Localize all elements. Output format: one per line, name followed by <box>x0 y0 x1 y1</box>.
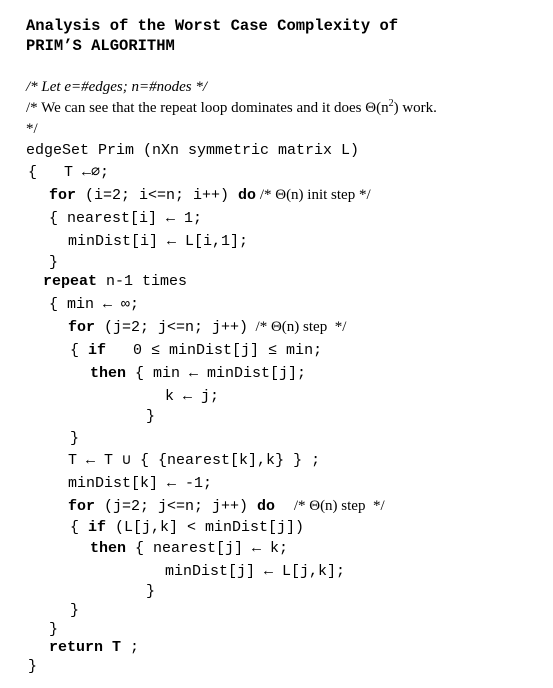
code-then-min <box>90 366 306 381</box>
code-then-min-body: { min ← minDist[j]; <box>126 365 307 382</box>
comment-step1: /* Θ(n) step */ <box>248 319 347 335</box>
code-mindist-k: minDist[k] ← -1; <box>68 475 213 492</box>
code-then-update-body: { nearest[j] ← k; <box>126 540 289 557</box>
keyword-return: return T <box>49 639 122 656</box>
keyword-repeat: repeat <box>43 273 98 290</box>
keyword-if: if <box>88 519 107 536</box>
code-open-brace-init: { T ←∅; <box>28 164 110 181</box>
keyword-for: for <box>49 187 77 204</box>
code-for-step1-header: (j=2; j<=n; j++) <box>95 319 249 336</box>
title-line-2: PRIM’S ALGORITHM <box>26 37 175 55</box>
code-signature: edgeSet Prim (nXn symmetric matrix L) <box>26 142 360 159</box>
comment-init-step: /* Θ(n) init step */ <box>256 187 371 203</box>
code-close-for-step2: } <box>70 602 80 619</box>
code-close-for-init: } <box>49 254 59 271</box>
keyword-if: if <box>88 342 107 359</box>
code-min-init: { min ← ∞; <box>49 296 140 313</box>
code-then-update <box>90 541 288 556</box>
code-if-min-brace: { <box>70 342 89 359</box>
keyword-do: do <box>238 187 257 204</box>
code-if-min <box>70 343 322 358</box>
comment-dominates-part1: /* We can see that the repeat loop dominates and it does Θ(n <box>26 100 389 116</box>
code-repeat-count: n-1 times <box>97 273 188 290</box>
comment-dominates-part2: ) work. <box>393 100 437 116</box>
code-return-end: ; <box>121 639 140 656</box>
code-close-then-update: } <box>146 583 156 600</box>
keyword-then: then <box>90 365 127 382</box>
comment-dominates <box>26 98 437 116</box>
code-for-step2-header: (j=2; j<=n; j++) <box>95 498 258 515</box>
keyword-for: for <box>68 319 96 336</box>
comment-dominates-exponent: 2 <box>388 98 394 109</box>
code-for-step2 <box>68 499 385 514</box>
code-nearest-init: { nearest[i] ← 1; <box>49 210 203 227</box>
code-mindist-init: minDist[i] ← L[i,1]; <box>68 233 249 250</box>
code-return <box>49 640 139 655</box>
code-repeat <box>43 274 187 289</box>
title-line-1: Analysis of the Worst Case Complexity of <box>26 17 399 35</box>
code-close-main: } <box>28 658 38 675</box>
keyword-for: for <box>68 498 96 515</box>
code-for-step1 <box>68 320 346 335</box>
keyword-then: then <box>90 540 127 557</box>
code-mindist-update: minDist[j] ← L[j,k]; <box>165 563 346 580</box>
code-if-update-brace: { <box>70 519 89 536</box>
code-close-repeat: } <box>49 621 59 638</box>
code-if-update-condition: (L[j,k] < minDist[j]) <box>106 519 305 536</box>
code-close-for-step1: } <box>70 430 80 447</box>
comment-step2: /* Θ(n) step */ <box>275 498 385 514</box>
comment-close: */ <box>26 121 38 137</box>
code-for-init <box>49 188 371 203</box>
code-if-min-condition: 0 ≤ minDist[j] ≤ min; <box>106 342 323 359</box>
code-union: T ← T ∪ { {nearest[k],k} } ; <box>68 452 321 469</box>
keyword-do: do <box>257 498 276 515</box>
code-close-then-min: } <box>146 408 156 425</box>
code-k-assign: k ← j; <box>165 388 220 405</box>
comment-let: /* Let e=#edges; n=#nodes */ <box>26 79 208 95</box>
code-if-update <box>70 520 304 535</box>
code-for-init-header: (i=2; i<=n; i++) <box>76 187 239 204</box>
